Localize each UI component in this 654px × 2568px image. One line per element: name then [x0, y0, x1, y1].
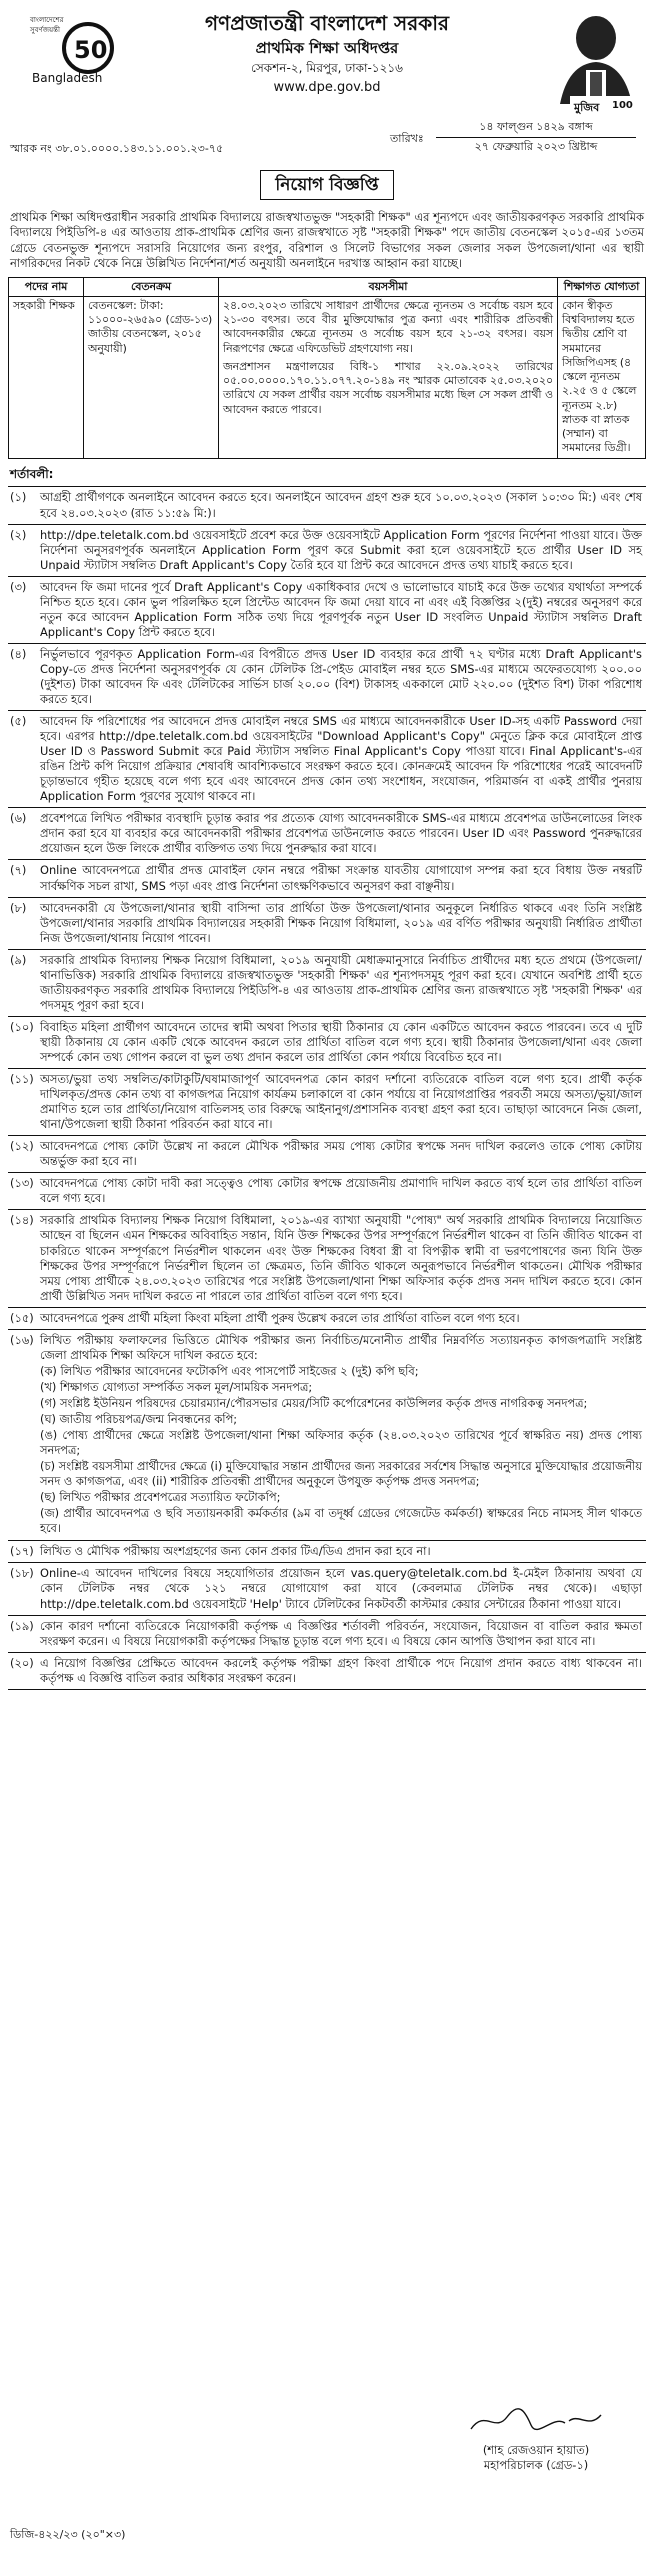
term-text: আবেদনপত্রে পোষ্য কোটা দাবী করা সত্ত্বেও পোষ্য কোটার স্বপক্ষে প্রয়োজনীয় প্রমাণাদি দাখিল করতে ব্যর্থ হলে তার প্রার্থিতা বাতিল বলে গণ্য হবে।	[40, 1176, 642, 1206]
term-text-wrap	[40, 1619, 646, 1649]
svg-text:মুজিব: মুজিব	[574, 101, 600, 114]
signatory-designation: মহাপরিচালক (গ্রেড-১)	[483, 2458, 589, 2473]
date-english: ২৭ ফেব্রুয়ারি ২০২৩ খ্রিষ্টাব্দ	[474, 140, 598, 153]
mujib-year-portrait-logo	[550, 8, 638, 120]
term-text: আবেদন ফি পরিশোধের পর আবেদনে প্রদত্ত মোবাইল নম্বরে SMS এর মাধ্যমে আবেদনকারীকে User ID-সহ একটি Password দেয়া হবে। এরপর http://dpe.teletalk.com.bd ওয়েবসাইটের "Download Applicant's Copy" মেনুতে ক্লিক করে মোবাইলে প্রাপ্ত User ID ও Password Submit করে Paid স্ট্যাটাস সম্বলিত Final Applicant's Copy পাওয়া যাবে। Final Applicant's-এর রঙিন প্রিন্ট কপি নিয়োগ প্রক্রিয়ার শেষাবধি আবশ্যিকভাবে সংরক্ষণ করতে হবে। কোনক্রমেই আবেদন ফি পরিশোধের পরেই আবেদনটি চূড়ান্তভাবে গৃহীত হয়েছে বলে গণ্য হবে এবং আবেদনে প্রদত্ত কোন তথ্য সংশোধন, সংযোজন, পরিমার্জন বা একই প্রার্থীর পুনরায় Application Form পূরণের সুযোগ থাকবে না।	[40, 714, 642, 804]
department-address: সেকশন-২, মিরপুর, ঢাকা-১২১৬	[251, 61, 403, 76]
term-text-wrap	[40, 1656, 646, 1686]
term-text: নির্ভুলভাবে পূরণকৃত Application Form-এর বিপরীতে প্রদত্ত User ID ব্যবহার করে প্রার্থী ৭২ ঘণ্টার মধ্যে Draft Applicant's Copy-তে প্রদত্ত নির্দেশনা অনুসরণপূর্বক যে কোন টেলিটক প্রি-পেইড মোবাইল নম্বর হতে SMS-এর মাধ্যমে অফেরতযোগ্য ২০০.০০ (দুইশত) টাকা আবেদন ফি এবং টেলিটকের সার্ভিস চার্জ ২০.০০ (বিশ) টাকাসহ এককালে মোট ২২০.০০ (দুইশত বিশ) টাকা পরিশোধ করতে হবে।	[40, 646, 642, 707]
term-subitem: (ঘ) জাতীয় পরিচয়পত্র/জন্ম নিবন্ধনের কপি;	[40, 1411, 238, 1426]
term-text-wrap	[40, 953, 646, 1013]
term-text-wrap	[40, 863, 646, 893]
date-bangla: ১৪ ফাল্গুন ১৪২৯ বঙ্গাব্দ	[479, 120, 593, 133]
qualification-cell: কোন স্বীকৃত বিশ্ববিদ্যালয় হতে দ্বিতীয় শ্রেণি বা সমমানের সিজিপিএসহ (৪ স্কেলে ন্যূনতম ২.২৫ ও ৫ স্কেলে ন্যূনতম ২.৮) স্নাতক বা স্নাতক (সম্মান) বা সমমানের ডিগ্রী।	[558, 296, 646, 458]
term-number: (১৮)	[10, 1566, 34, 1581]
terms-label: শর্তাবলী:	[10, 466, 54, 481]
term-text-wrap	[40, 1566, 646, 1611]
term-item	[8, 1069, 646, 1136]
term-text: লিখিত পরীক্ষায় ফলাফলের ভিত্তিতে মৌখিক পরীক্ষার জন্য নির্বাচিত/মনোনীত প্রার্থীর নিম্নবর্ণিত সত্যায়নকৃত কাগজপত্রাদি সংশ্লিষ্ট জেলা প্রাথমিক শিক্ষা অফিসে দাখিল করতে হবে:	[40, 1332, 642, 1362]
intro-paragraph: প্রাথমিক শিক্ষা অধিদপ্তরাধীন সরকারি প্রাথমিক বিদ্যালয়ে রাজস্বখাতভুক্ত "সহকারী শিক্ষক" এর শূন্যপদে এবং জাতীয়করণকৃত সরকারি প্রাথমিক বিদ্যালয়ে পিইডিপি-৪ এর আওতায় প্রাক-প্রাথমিক শ্রেণির জন্য রাজস্বখাতে সৃষ্ট "সহকারী শিক্ষক" পদে জাতীয় বেতনস্কেল ২০১৫-এর ১৩তম গ্রেডে বেতনভুক্ত শূন্যপদে সরাসরি নিয়োগের জন্য রংপুর, বরিশাল ও সিলেট বিভাগের সকল জেলার সকল উপজেলা/থানা এর স্থায়ী নাগরিকদের নিকট থেকে নিম্নে উল্লিখিত নির্দেশনা/শর্ত অনুযায়ী অনলাইনে দরখাস্ত আহ্বান করা যাচ্ছে।	[10, 210, 644, 270]
term-subitem: (ক) লিখিত পরীক্ষার আবেদনের ফটোকপি এবং পাসপোর্ট সাইজের ২ (দুই) কপি ছবি;	[40, 1363, 419, 1378]
term-item	[8, 525, 646, 577]
term-text-wrap	[40, 1311, 646, 1326]
header-titles	[138, 8, 516, 96]
svg-text:Bangladesh: Bangladesh	[32, 71, 103, 85]
term-item	[8, 1563, 646, 1615]
term-text: এ নিয়োগ বিজ্ঞপ্তির প্রেক্ষিতে আবেদন করলেই কর্তৃপক্ষ পরীক্ষা গ্রহণ কিংবা প্রার্থীকে পদে নিয়োগ প্রদান করতে বাধ্য থাকবেন না। কর্তৃপক্ষ এ বিজ্ঞপ্তি বাতিল করার অধিকার সংরক্ষণ করেন।	[40, 1655, 642, 1685]
header-qualification: শিক্ষাগত যোগ্যতা	[558, 277, 646, 296]
term-text: আবেদনপত্রে পুরুষ প্রার্থী মহিলা কিংবা মহিলা প্রার্থী পুরুষ উল্লেখ করলে তার প্রার্থিতা বাতিল বলে গণ্য হবে।	[40, 1310, 520, 1325]
term-item	[8, 1136, 646, 1173]
term-text: Online-এ আবেদন দাখিলের বিষয়ে সহযোগিতার প্রয়োজন হলে vas.query@teletalk.com.bd ই-মেইল ঠিকানায় অথবা যে কোন টেলিটক নম্বর থেকে ১২১ নম্বরে যোগাযোগ করা যাবে (কেবলমাত্র টেলিটক নম্বর থেকে)। এছাড়া http://dpe.teletalk.com.bd ওয়েবসাইটে 'Help' ট্যাবে টেলিটকের নিকটবর্তী কাস্টমার কেয়ার সেন্টারের ঠিকানা পাওয়া যাবে।	[40, 1566, 642, 1611]
term-text: আবেদনপত্রে পোষ্য কোটা উল্লেখ না করলে মৌখিক পরীক্ষার সময় পোষ্য কোটার স্বপক্ষে সনদ দাখিল করলেও তাকে পোষ্য কোটায় অন্তর্ভুক্ত করা হবে না।	[40, 1139, 642, 1169]
term-text-wrap	[40, 1020, 646, 1065]
term-number: (১০)	[10, 1019, 34, 1034]
signature-block	[436, 2403, 636, 2473]
mujib-100-logo-left	[26, 8, 118, 94]
term-text-wrap	[40, 580, 646, 640]
age-limit-cell	[219, 296, 558, 458]
svg-text:100: 100	[612, 100, 633, 111]
notice-title-box	[8, 170, 646, 200]
term-text-wrap	[40, 1139, 646, 1169]
term-number: (১২)	[10, 1139, 34, 1154]
term-item	[8, 1173, 646, 1210]
term-number: (১৫)	[10, 1310, 34, 1325]
term-text-wrap	[40, 714, 646, 804]
term-text: আগ্রহী প্রার্থীগণকে অনলাইনে আবেদন করতে হবে। অনলাইনে আবেদন গ্রহণ শুরু হবে ১০.০৩.২০২৩ (সকাল ১০:৩০ মি:) এবং শেষ হবে ২৪.০৩.২০২৩ (রাত ১১:৫৯ মি:)।	[40, 490, 642, 520]
term-item	[8, 711, 646, 808]
department-website: www.dpe.gov.bd	[273, 80, 381, 96]
department-title: প্রাথমিক শিক্ষা অধিদপ্তর	[255, 39, 399, 58]
term-number: (১৭)	[10, 1544, 34, 1559]
term-text: প্রবেশপত্রে লিখিত পরীক্ষার ব্যবস্থাদি চূড়ান্ত করার পর প্রত্যেক যোগ্য আবেদনকারীকে SMS-এর মাধ্যমে প্রবেশপত্র ডাউনলোডের লিংক প্রদান করা হবে যা ব্যবহার করে আবেদনকারী পরীক্ষার প্রবেশপত্র ডাউনলোড করতে পারবেন। User ID এবং Password পুনরুদ্ধারের প্রয়োজন হলে উক্ত লিংকে প্রার্থীর ব্যক্তিগত তথ্য দিয়ে পুনরুদ্ধার করা যাবে।	[40, 811, 642, 856]
handwritten-signature	[461, 2403, 611, 2439]
term-item	[8, 1330, 646, 1542]
age-limit-exception: জনপ্রশাসন মন্ত্রণালয়ের বিধি-১ শাখার ২২.০৯.২০২২ তারিখের ০৫.০০.০০০০.১৭০.১১.০৭৭.২০-১৪৯ নং স্মারক মোতাবেক ২৫.০৩.২০২০ তারিখে যে সকল প্রার্থীর বয়স সর্বোচ্চ বয়সসীমার মধ্যে ছিল সে সকল প্রার্থী ও আবেদন করতে পারবে।	[223, 359, 553, 416]
term-item	[8, 1308, 646, 1330]
term-text: কোন কারণ দর্শানো ব্যতিরেকে নিয়োগকারী কর্তৃপক্ষ এ বিজ্ঞপ্তির শর্তাবলী পরিবর্তন, সংযোজন, বিয়োজন বা বাতিল করার ক্ষমতা সংরক্ষণ করেন। এ বিষয়ে নিয়োগকারী কর্তৃপক্ষের সিদ্ধান্ত চূড়ান্ত বলে গণ্য হবে। এ বিষয়ে কোন আপত্তি উত্থাপন করা যাবে না।	[40, 1618, 642, 1648]
term-item	[8, 1653, 646, 1689]
term-text: সরকারি প্রাথমিক বিদ্যালয় শিক্ষক নিয়োগ বিধিমালা, ২০১৯ অনুযায়ী মেধাক্রমানুসারে নির্বাচিত প্রার্থীদের মধ্য হতে প্রথমে (উপজেলা/থানাভিত্তিক) সরকারি প্রাথমিক বিদ্যালয়ে রাজস্বখাতভুক্ত 'সহকারী শিক্ষক' এর শূন্যপদসমূহ পূরণ করা হবে। যেখানে অবশিষ্ট প্রার্থী হতে জাতীয়করণকৃত সরকারি প্রাথমিক বিদ্যালয়ে পিইডিপি-৪ এর আওতায় প্রাক-প্রাথমিক শ্রেণির জন্য রাজস্বখাতে সৃষ্ট 'সহকারী শিক্ষক' এর পদসমূহ পূরণ করা হবে।	[40, 952, 643, 1012]
term-number: (১৩)	[10, 1176, 34, 1191]
header	[8, 8, 646, 116]
term-text: আবেদন ফি জমা দানের পূর্বে Draft Applicant's Copy একাধিকবার দেখে ও ভালোভাবে যাচাই করে উক্ত তথ্যের যথার্থতা সম্পর্কে নিশ্চিত হতে হবে। কোন ভুল পরিলক্ষিত হলে প্রিন্টেড আবেদন ফি জমা দেয়া যাবে না এবং এই বিজ্ঞপ্তির ২(দুই) নম্বরের অনুসরণ করে নতুন করে আবেদন Application Form সঠিক তথ্য দিয়ে পূরণপূর্বক নতুন User ID সংবলিত Unpaid স্ট্যাটাস সম্বলিত Draft Applicant's Copy প্রিন্ট করতে হবে।	[40, 579, 642, 639]
term-item	[8, 1616, 646, 1653]
term-item	[8, 1541, 646, 1563]
term-number: (১৬)	[10, 1332, 34, 1347]
term-text-wrap	[40, 490, 646, 520]
term-subitem: (ঙ) পোষ্য প্রার্থীদের ক্ষেত্রে সংশ্লিষ্ট উপজেলা/থানা শিক্ষা অফিসার কর্তৃক (২৪.০৩.২০২৩ তারিখের পূর্বে স্বাক্ষরিত নয়) প্রদত্ত পোষ্য সনদপত্র;	[40, 1428, 642, 1458]
term-text-wrap	[40, 1213, 646, 1303]
term-item	[8, 950, 646, 1017]
pay-scale-cell: বেতনস্কেল: টাকা: ১১০০০-২৬৫৯০ (গ্রেড-১৩) জাতীয় বেতনস্কেল, ২০১৫ অনুযায়ী)	[84, 296, 219, 458]
term-number: (১১)	[10, 1072, 34, 1087]
term-text-wrap	[40, 647, 646, 707]
term-text-wrap	[40, 1544, 646, 1559]
term-number: (১৯)	[10, 1618, 34, 1633]
term-item	[8, 860, 646, 897]
term-number: (৫)	[10, 714, 27, 729]
term-number: (৯)	[10, 952, 27, 967]
svg-text:50: 50	[74, 36, 108, 64]
term-text: সরকারি প্রাথমিক বিদ্যালয় শিক্ষক নিয়োগ বিধিমালা, ২০১৯-এর ব্যাখ্যা অনুযায়ী "পোষ্য" অর্থ সরকারি প্রাথমিক বিদ্যালয়ে নিয়োজিত আছেন বা ছিলেন এমন শিক্ষকের অবিবাহিত সন্তান, যিনি উক্ত শিক্ষকের উপর সম্পূর্ণরূপে নির্ভরশীল থাকেন বা তিনি জীবিত থাকেন বা চাকরিতে থাকেন সম্পূর্ণরূপে নির্ভরশীল থাকলেন এবং উক্ত শিক্ষকের বিধবা স্ত্রী বা বিপত্নীক স্বামী বা ভরণপোষণের জন্য যিনি উক্ত শিক্ষকের উপর সম্পূর্ণরূপে নির্ভরশীল ছিলেন তা ক্ষেত্রমত, তিনি জীবিত থাকলে অনুরূপভাবে নির্ভরশীল থাকতেন। মৌখিক পরীক্ষার সময় পোষ্য প্রার্থীকে ২৪.০৩.২০২৩ তারিখের পরে সংশ্লিষ্ট উপজেলা/থানা শিক্ষা অফিসার কর্তৃক প্রদত্ত সনদ দাখিল করতে হবে। কোন প্রার্থী উল্লিখিত সনদ দাখিল করতে না পারলে তার প্রার্থিতা বাতিল বলে গণ্য হবে।	[40, 1213, 642, 1303]
term-subitem: (ছ) লিখিত পরীক্ষার প্রবেশপত্রের সত্যায়িত ফটোকপি;	[40, 1490, 281, 1505]
date-divider	[436, 137, 636, 138]
term-text-wrap	[40, 1176, 646, 1206]
signatory-name: (শাহ রেজওয়ান হায়াত)	[482, 2443, 590, 2458]
term-number: (৩)	[10, 579, 27, 594]
term-number: (২০)	[10, 1655, 34, 1670]
term-item	[8, 487, 646, 524]
svg-text:সুবর্ণজয়ন্তী: সুবর্ণজয়ন্তী	[30, 26, 60, 34]
vacancy-table-header-row	[9, 277, 646, 296]
notice-title: নিয়োগ বিজ্ঞপ্তি	[260, 170, 393, 200]
footer-code: ডিজি-৪২২/২৩ (২০"×৩)	[10, 2528, 126, 2541]
term-item	[8, 1017, 646, 1069]
government-title: গণপ্রজাতন্ত্রী বাংলাদেশ সরকার	[205, 11, 449, 35]
svg-text:বাংলাদেশের: বাংলাদেশের	[30, 16, 64, 24]
header-age-limit: বয়সসীমা	[219, 277, 558, 296]
term-text-wrap	[40, 901, 646, 946]
post-name-cell: সহকারী শিক্ষক	[9, 296, 84, 458]
term-text: Online আবেদনপত্রে প্রার্থীর প্রদত্ত মোবাইল ফোন নম্বরে পরীক্ষা সংক্রান্ত যাবতীয় যোগাযোগ সম্পন্ন করা হবে বিধায় উক্ত নম্বরটি সার্বক্ষণিক সচল রাখা, SMS পড়া এবং প্রাপ্ত নির্দেশনা তাৎক্ষণিকভাবে অনুসরণ করা বাঞ্ছনীয়।	[40, 863, 642, 893]
date-label: তারিখঃ	[390, 132, 424, 145]
term-text-wrap	[40, 1072, 646, 1132]
term-subitem: (জ) প্রার্থীর আবেদনপত্র ও ছবি সত্যায়নকারী কর্মকর্তার (৯ম বা তদূর্ধ্ব গ্রেডের গেজেটেড কর্মকর্তা) স্বাক্ষরের নিচে নামসহ সীল থাকতে হবে।	[40, 1506, 642, 1536]
term-item	[8, 577, 646, 644]
term-text: বিবাহিত মহিলা প্রার্থীগণ আবেদনে তাদের স্বামী অথবা পিতার স্থায়ী ঠিকানার যে কোন একটিতে আবেদন করতে পারবেন। তবে এ দুটি স্থায়ী ঠিকানায় যে কোন একটি থেকে আবেদন করলে তার প্রার্থিতা বাতিল বলে গণ্য হবে। স্থায়ী ঠিকানার উপজেলা/থানা এবং জেলা সম্পর্কে কোন তথ্য গোপন করলে বা ভুল তথ্য প্রদান করলে তার প্রার্থিতা কোন পর্যায়ে বিবেচিত হবে না।	[40, 1019, 642, 1064]
header-pay-scale: বেতনক্রম	[84, 277, 219, 296]
term-number: (৪)	[10, 646, 27, 661]
term-item	[8, 1210, 646, 1307]
term-text: http://dpe.teletalk.com.bd ওয়েবসাইটে প্রবেশ করে উক্ত ওয়েবসাইটে Application Form পূরণের নির্দেশনা পাওয়া যাবে। উক্ত নির্দেশনা অনুসরণপূর্বক অনলাইনে Application Form পূরণ করে Submit করা হলে ওয়েবসাইটে হতে প্রার্থীর User ID সহ Unpaid স্ট্যাটাস সম্বলিত Draft Applicant's Copy তৈরি হবে যা প্রিন্ট করে আবেদনে প্রদত্ত তথ্য যাচাই করতে হবে।	[40, 527, 642, 572]
vacancy-table-row	[9, 296, 646, 458]
vacancy-table	[8, 277, 646, 459]
term-text: অসত্য/ভুয়া তথ্য সম্বলিত/কাটাকুটি/ঘষামাজাপূর্ণ আবেদনপত্র কোন কারণ দর্শানো ব্যতিরেকে বাতিল বলে গণ্য হবে। প্রার্থী কর্তৃক দাখিলকৃত/প্রদত্ত কোন তথ্য বা কাগজপত্র নিয়োগ কার্যক্রম চলাকালে বা কোন পর্যায়ে বা নিয়োগপ্রাপ্তির পরবর্তী সময়ে অসত্য/ভুয়া/জাল প্রমাণিত হলে তার প্রার্থিতা/নিয়োগ বাতিলসহ তার বিরুদ্ধে আইনানুগ/প্রশাসনিক ব্যবস্থা গ্রহণ করা হবে। তাছাড়া আবেদনে নিজ জেলা, থানা/উপজেলা স্থায়ী ঠিকানা পরিবর্তন করা যাবে না।	[40, 1072, 642, 1132]
term-number: (১৪)	[10, 1213, 34, 1228]
term-number: (৮)	[10, 900, 27, 915]
term-number: (২)	[10, 527, 27, 542]
term-number: (৭)	[10, 863, 27, 878]
term-text: লিখিত ও মৌখিক পরীক্ষায় অংশগ্রহণের জন্য কোন প্রকার টিএ/ডিএ প্রদান করা হবে না।	[40, 1544, 431, 1559]
term-text: আবেদনকারী যে উপজেলা/থানার স্থায়ী বাসিন্দা তার প্রার্থিতা উক্ত উপজেলা/থানার অনুকূলে নির্ধারিত থাকবে এবং তিনি সংশ্লিষ্ট উপজেলা/থানার সরকারি প্রাথমিক বিদ্যালয়ের সহকারী শিক্ষক নিয়োগ বিধিমালা, ২০১৯ এর বর্ণিত পরীক্ষার অনুযায়ী নির্ধারিত প্রার্থীতা নিজ উপজেলা/থানায় নিয়োগ পাবেন।	[40, 900, 642, 945]
term-item	[8, 898, 646, 950]
term-item	[8, 644, 646, 711]
term-subitem: (গ) সংশ্লিষ্ট ইউনিয়ন পরিষদের চেয়ারম্যান/পৌরসভার মেয়র/সিটি কর্পোরেশনের কাউন্সিলর কর্তৃক প্রদত্ত নাগরিকত্ব সনদপত্র;	[40, 1395, 588, 1410]
term-subitem: (চ) সংশ্লিষ্ট বয়সসীমা প্রার্থীদের ক্ষেত্রে (i) মুক্তিযোদ্ধার সন্তান প্রার্থীদের জন্য সরকারের সর্বশেষ সিদ্ধান্ত অনুসারে মুক্তিযোদ্ধার প্রয়োজনীয় সনদ ও কাগজপত্র, এবং (ii) শারীরিক প্রতিবন্ধী প্রার্থীদের অনুকূলে উপযুক্ত কর্তৃপক্ষ প্রদত্ত সনদপত্র;	[40, 1459, 642, 1489]
term-number: (১)	[10, 490, 27, 505]
memo-number: স্মারক নং ৩৮.০১.০০০০.১৪৩.১১.০০১.২৩-৭৫	[10, 142, 224, 155]
term-text-wrap	[40, 1333, 646, 1538]
term-number: (৬)	[10, 811, 27, 826]
reference-row	[8, 120, 646, 162]
term-text-wrap	[40, 811, 646, 856]
term-item	[8, 808, 646, 860]
recruitment-notice-page	[8, 8, 646, 2552]
term-subitem: (খ) শিক্ষাগত যোগ্যতা সম্পর্কিত সকল মূল/সাময়িক সনদপত্র;	[40, 1379, 313, 1394]
age-limit-general: ২৪.০৩.২০২৩ তারিখে সাধারণ প্রার্থীদের ক্ষেত্রে ন্যূনতম ও সর্বোচ্চ বয়স হবে ২১-৩০ বৎসর। তবে বীর মুক্তিযোদ্ধার পুত্র কন্যা এবং শারীরিক প্রতিবন্ধী আবেদনকারীর ক্ষেত্রে ন্যূনতম ও সর্বোচ্চ বয়স হবে ২১-৩২ বৎসর। বয়স নিরূপণের ক্ষেত্রে এফিডেভিট গ্রহণযোগ্য নয়।	[223, 298, 553, 355]
term-text-wrap	[40, 528, 646, 573]
header-post-name: পদের নাম	[9, 277, 84, 296]
terms-list	[8, 486, 646, 1689]
